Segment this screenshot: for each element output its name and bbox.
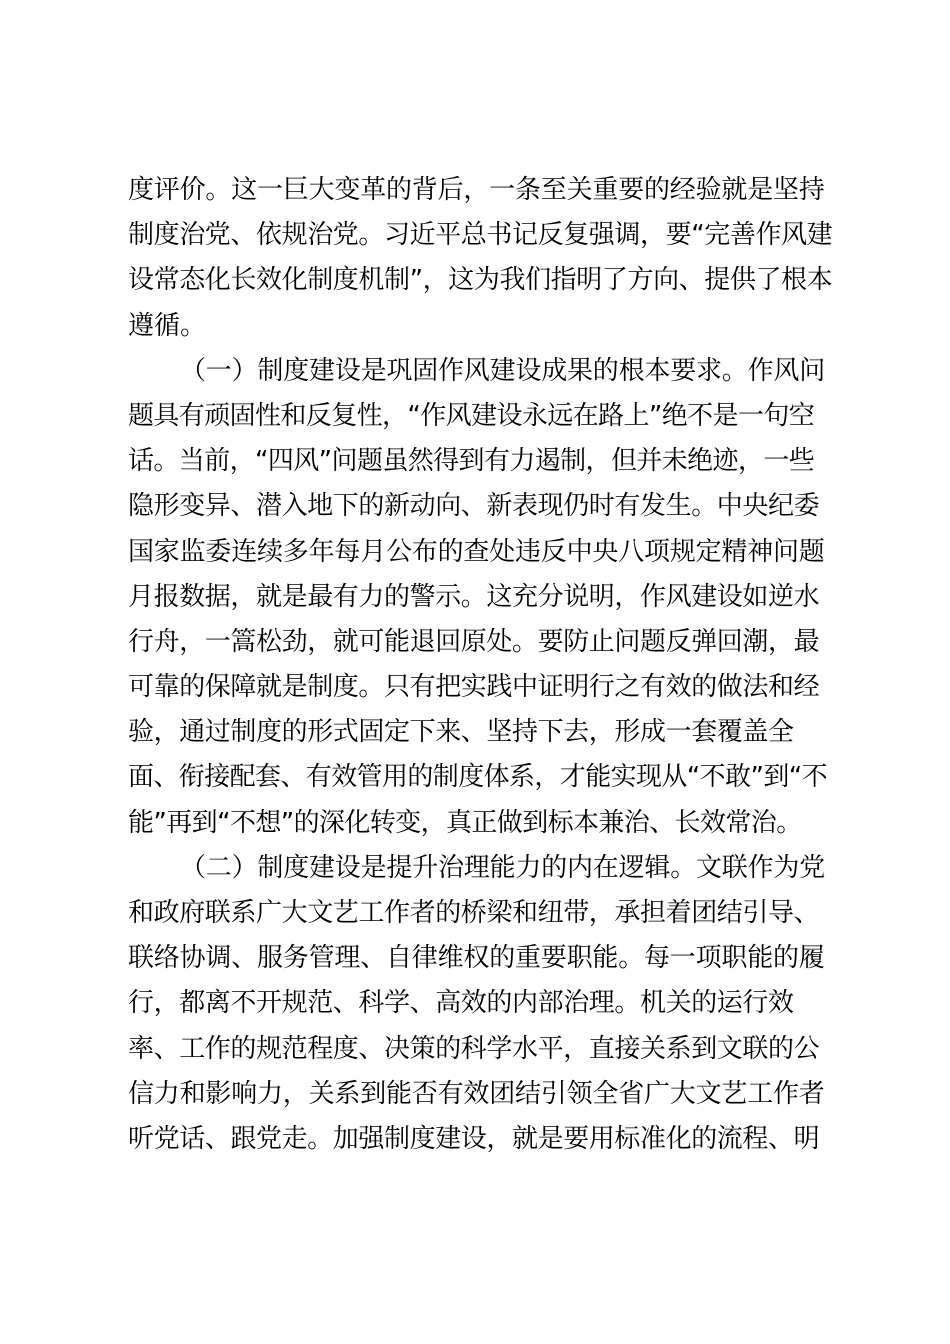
text-line-3: 设常态化长效化制度机制”，这为我们指明了方向、提供了根本 xyxy=(128,265,833,296)
text-line-14: 面、衔接配套、有效管用的制度体系，才能实现从“不敢”到“不 xyxy=(128,762,828,793)
text-line-18: 联络协调、服务管理、自律维权的重要职能。每一项职能的履 xyxy=(128,943,825,974)
text-line-12: 可靠的保障就是制度。只有把实践中证明行之有效的做法和经 xyxy=(128,672,820,703)
text-line-21: 信力和影响力，关系到能否有效团结引领全省广大文艺工作者 xyxy=(128,1078,825,1109)
text-line-6: 题具有顽固性和反复性，“作风建设永远在路上”绝不是一句空 xyxy=(128,400,815,431)
text-line-7: 话。当前，“四风”问题虽然得到有力遏制，但并未绝迹，一些 xyxy=(128,446,815,477)
text-line-13: 验，通过制度的形式固定下来、坚持下去，形成一套覆盖全 xyxy=(128,717,794,748)
text-line-1: 度评价。这一巨大变革的背后，一条至关重要的经验就是坚持 xyxy=(128,175,825,205)
text-line-11: 行舟，一篙松劲，就可能退回原处。要防止问题反弹回潮，最 xyxy=(128,626,820,657)
text-line-9: 国家监委连续多年每月公布的查处违反中央八项规定精神问题 xyxy=(128,536,825,567)
text-line-19: 行，都离不开规范、科学、高效的内部治理。机关的运行效 xyxy=(128,988,794,1019)
text-line-10: 月报数据，就是最有力的警示。这充分说明，作风建设如逆水 xyxy=(128,581,820,612)
text-line-8: 隐形变异、潜入地下的新动向、新表现仍时有发生。中央纪委 xyxy=(128,491,820,522)
text-line-2: 制度治党、依规治党。习近平总书记反复强调，要“完善作风建 xyxy=(128,220,833,251)
text-line-22: 听党话、跟党走。加强制度建设，就是要用标准化的流程、明 xyxy=(128,1123,820,1154)
document-body xyxy=(128,168,838,1162)
paragraph-1-first-line: （一）制度建设是巩固作风建设成果的根本要求。作风问 xyxy=(180,355,826,386)
text-line-4: 遵循。 xyxy=(128,310,207,341)
text-line-15: 能”再到“不想”的深化转变，真正做到标本兼治、长效常治。 xyxy=(128,807,802,838)
text-line-20: 率、工作的规范程度、决策的科学水平，直接关系到文联的公 xyxy=(128,1033,820,1064)
paragraph-2-first-line: （二）制度建设是提升治理能力的内在逻辑。文联作为党 xyxy=(180,852,826,883)
text-line-17: 和政府联系广大文艺工作者的桥梁和纽带，承担着团结引导、 xyxy=(128,898,820,928)
